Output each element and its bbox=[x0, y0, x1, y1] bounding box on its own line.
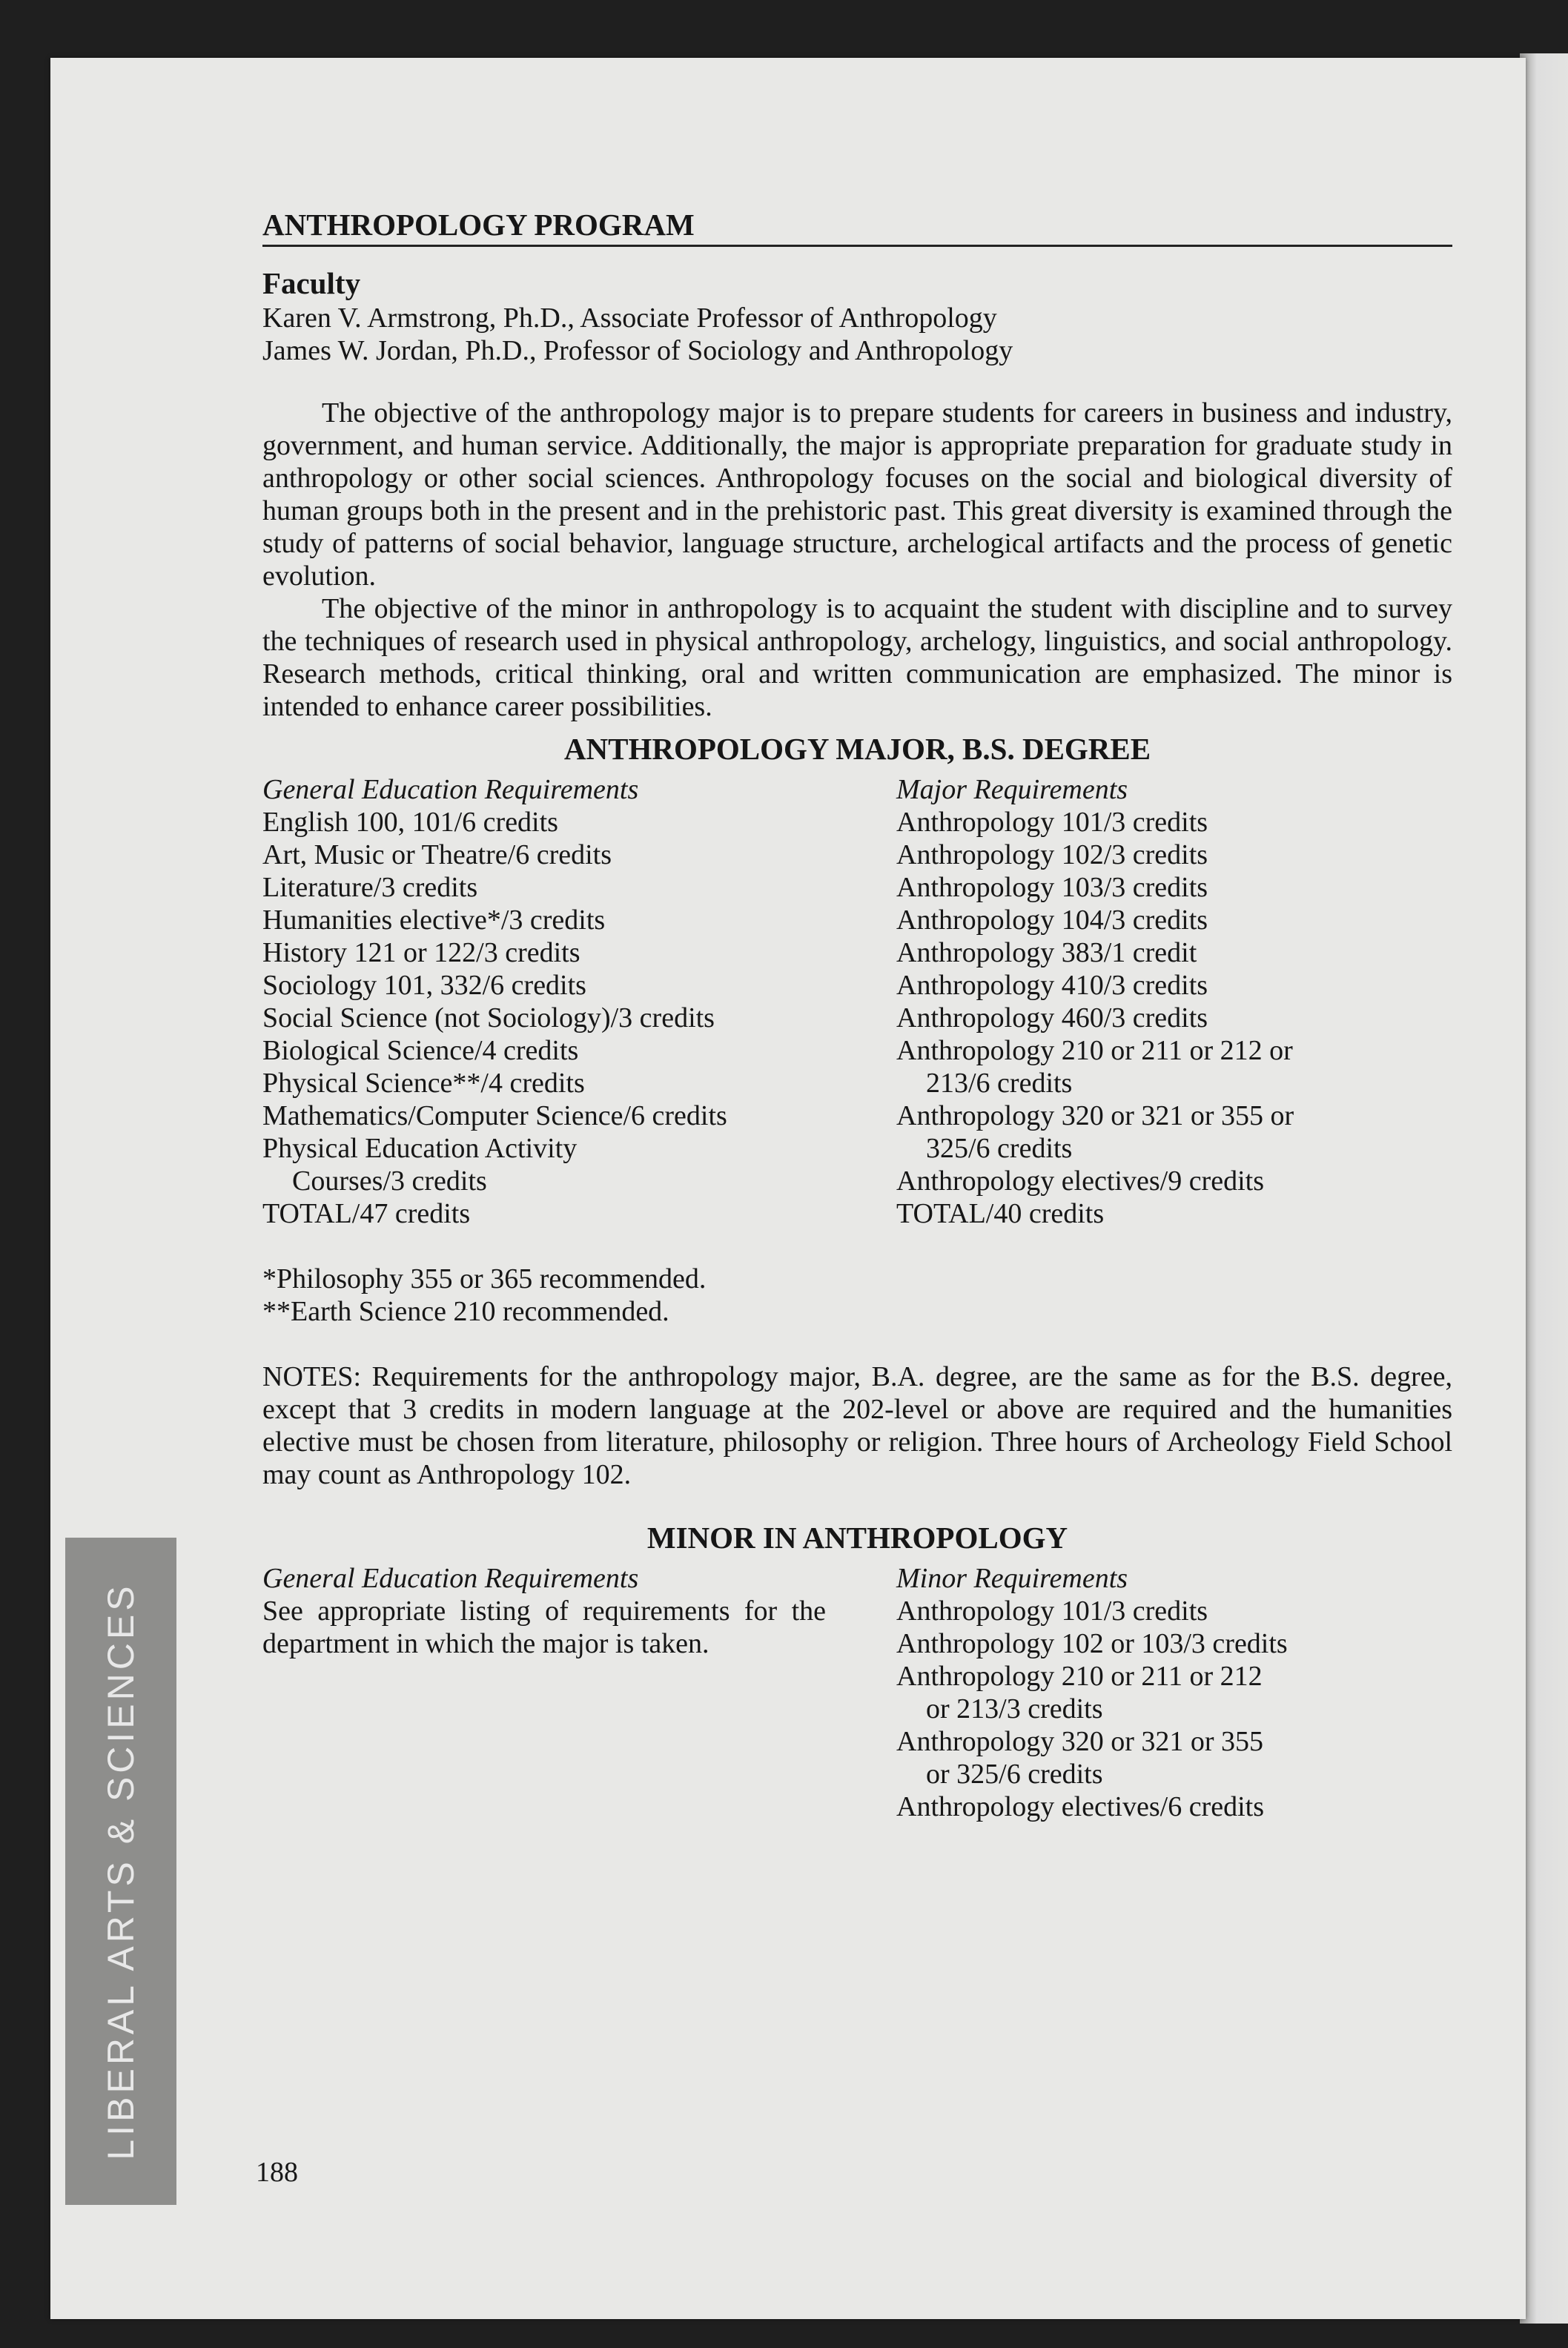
minor-req-item: Anthropology 101/3 credits bbox=[896, 1595, 1208, 1627]
major-req-item: Anthropology 102/3 credits bbox=[896, 839, 1208, 870]
footnote: **Earth Science 210 recommended. bbox=[262, 1296, 669, 1327]
gen-ed-item: Sociology 101, 332/6 credits bbox=[262, 970, 586, 1001]
gen-ed-item: Physical Education Activity bbox=[262, 1133, 578, 1164]
gen-ed-heading: General Education Requirements bbox=[262, 774, 639, 805]
major-requirements-columns bbox=[262, 773, 1452, 1230]
major-req-item: Anthropology 104/3 credits bbox=[896, 905, 1208, 936]
minor-reqs-column bbox=[896, 1562, 1452, 1823]
major-reqs-heading: Major Requirements bbox=[896, 774, 1128, 805]
gen-ed-item: English 100, 101/6 credits bbox=[262, 807, 558, 838]
faculty-heading: Faculty bbox=[262, 266, 361, 300]
major-req-item: Anthropology 210 or 211 or 212 or bbox=[896, 1035, 1293, 1066]
gen-ed-item: Social Science (not Sociology)/3 credits bbox=[262, 1002, 715, 1034]
major-req-total: TOTAL/40 credits bbox=[896, 1198, 1105, 1229]
gen-ed-item: History 121 or 122/3 credits bbox=[262, 937, 580, 968]
page-content bbox=[262, 206, 1452, 1823]
minor-req-item: Anthropology 210 or 211 or 212 bbox=[896, 1661, 1263, 1692]
objective-minor-paragraph: The objective of the minor in anthropology is to acquaint the student with discipline and to survey the techniques of research used in physical anthropology, archelogy, linguistics, and social anthropology. Research methods, critical thinking, oral and written communication are emphasized. The minor is intended to enhance career possibilities. bbox=[262, 593, 1452, 722]
major-req-item: 325/6 credits bbox=[926, 1133, 1073, 1164]
gen-ed-item: Humanities elective*/3 credits bbox=[262, 905, 606, 936]
minor-req-item: Anthropology 102 or 103/3 credits bbox=[896, 1628, 1288, 1659]
gen-ed-item: Mathematics/Computer Science/6 credits bbox=[262, 1100, 727, 1131]
gen-ed-item: Art, Music or Theatre/6 credits bbox=[262, 839, 612, 870]
degree-notes: NOTES: Requirements for the anthropology major, B.A. degree, are the same as for the B.S. degree, except that 3 credits in modern language at the 202-level or above are required and the humanities elective must be chosen from literature, philosophy or religion. Three hours of Archeology Field School may count as Anthropology 102. bbox=[262, 1361, 1452, 1490]
program-title: ANTHROPOLOGY PROGRAM bbox=[262, 206, 1452, 247]
minor-req-item: Anthropology 320 or 321 or 355 bbox=[896, 1726, 1264, 1757]
objective-major-paragraph: The objective of the anthropology major is to prepare students for careers in business and industry, government, and human service. Additionally, the major is appropriate preparation for graduate study in anthropology or other social sciences. Anthropology focuses on the social and biological diversity of human groups both in the present and in the prehistoric past. This great diversity is examined through the study of patterns of social behavior, language structure, archelogical artifacts and the process of genetic evolution. bbox=[262, 397, 1452, 592]
faculty-member: James W. Jordan, Ph.D., Professor of Sociology and Anthropology bbox=[262, 335, 1013, 366]
page-number: 188 bbox=[256, 2157, 298, 2188]
major-heading: ANTHROPOLOGY MAJOR, B.S. DEGREE bbox=[563, 732, 1151, 766]
gen-ed-item: Courses/3 credits bbox=[292, 1165, 487, 1197]
faculty-list bbox=[262, 302, 1452, 367]
minor-gen-ed-column bbox=[262, 1562, 896, 1823]
major-req-item: Anthropology electives/9 credits bbox=[896, 1165, 1264, 1197]
gen-ed-item: Physical Science**/4 credits bbox=[262, 1068, 585, 1099]
gen-ed-total: TOTAL/47 credits bbox=[262, 1198, 471, 1229]
gen-ed-item: Biological Science/4 credits bbox=[262, 1035, 579, 1066]
minor-requirements-columns bbox=[262, 1562, 1452, 1823]
faculty-member: Karen V. Armstrong, Ph.D., Associate Professor of Anthropology bbox=[262, 302, 997, 334]
major-reqs-column bbox=[896, 773, 1452, 1230]
minor-heading: MINOR IN ANTHROPOLOGY bbox=[646, 1521, 1068, 1555]
minor-req-item: or 213/3 credits bbox=[926, 1693, 1103, 1724]
major-req-item: Anthropology 410/3 credits bbox=[896, 970, 1208, 1001]
major-req-item: Anthropology 103/3 credits bbox=[896, 872, 1208, 903]
gen-ed-item: Literature/3 credits bbox=[262, 872, 478, 903]
major-req-item: Anthropology 101/3 credits bbox=[896, 807, 1208, 838]
major-req-item: Anthropology 460/3 credits bbox=[896, 1002, 1208, 1034]
footnote: *Philosophy 355 or 365 recommended. bbox=[262, 1263, 707, 1294]
minor-req-item: Anthropology electives/6 credits bbox=[896, 1791, 1264, 1822]
major-req-item: Anthropology 383/1 credit bbox=[896, 937, 1197, 968]
major-req-item: Anthropology 320 or 321 or 355 or bbox=[896, 1100, 1294, 1131]
footnotes bbox=[262, 1263, 1452, 1328]
next-page-edge bbox=[1520, 53, 1568, 2324]
side-tab-label: LIBERAL ARTS & SCIENCES bbox=[100, 1582, 142, 2160]
minor-gen-ed-heading: General Education Requirements bbox=[262, 1563, 639, 1594]
section-side-tab bbox=[65, 1538, 176, 2205]
major-req-item: 213/6 credits bbox=[926, 1068, 1073, 1099]
minor-gen-ed-text: See appropriate listing of requirements for the department in which the major is taken. bbox=[262, 1595, 826, 1659]
minor-req-item: or 325/6 credits bbox=[926, 1759, 1103, 1790]
minor-reqs-heading: Minor Requirements bbox=[896, 1563, 1128, 1594]
gen-ed-column bbox=[262, 773, 896, 1230]
